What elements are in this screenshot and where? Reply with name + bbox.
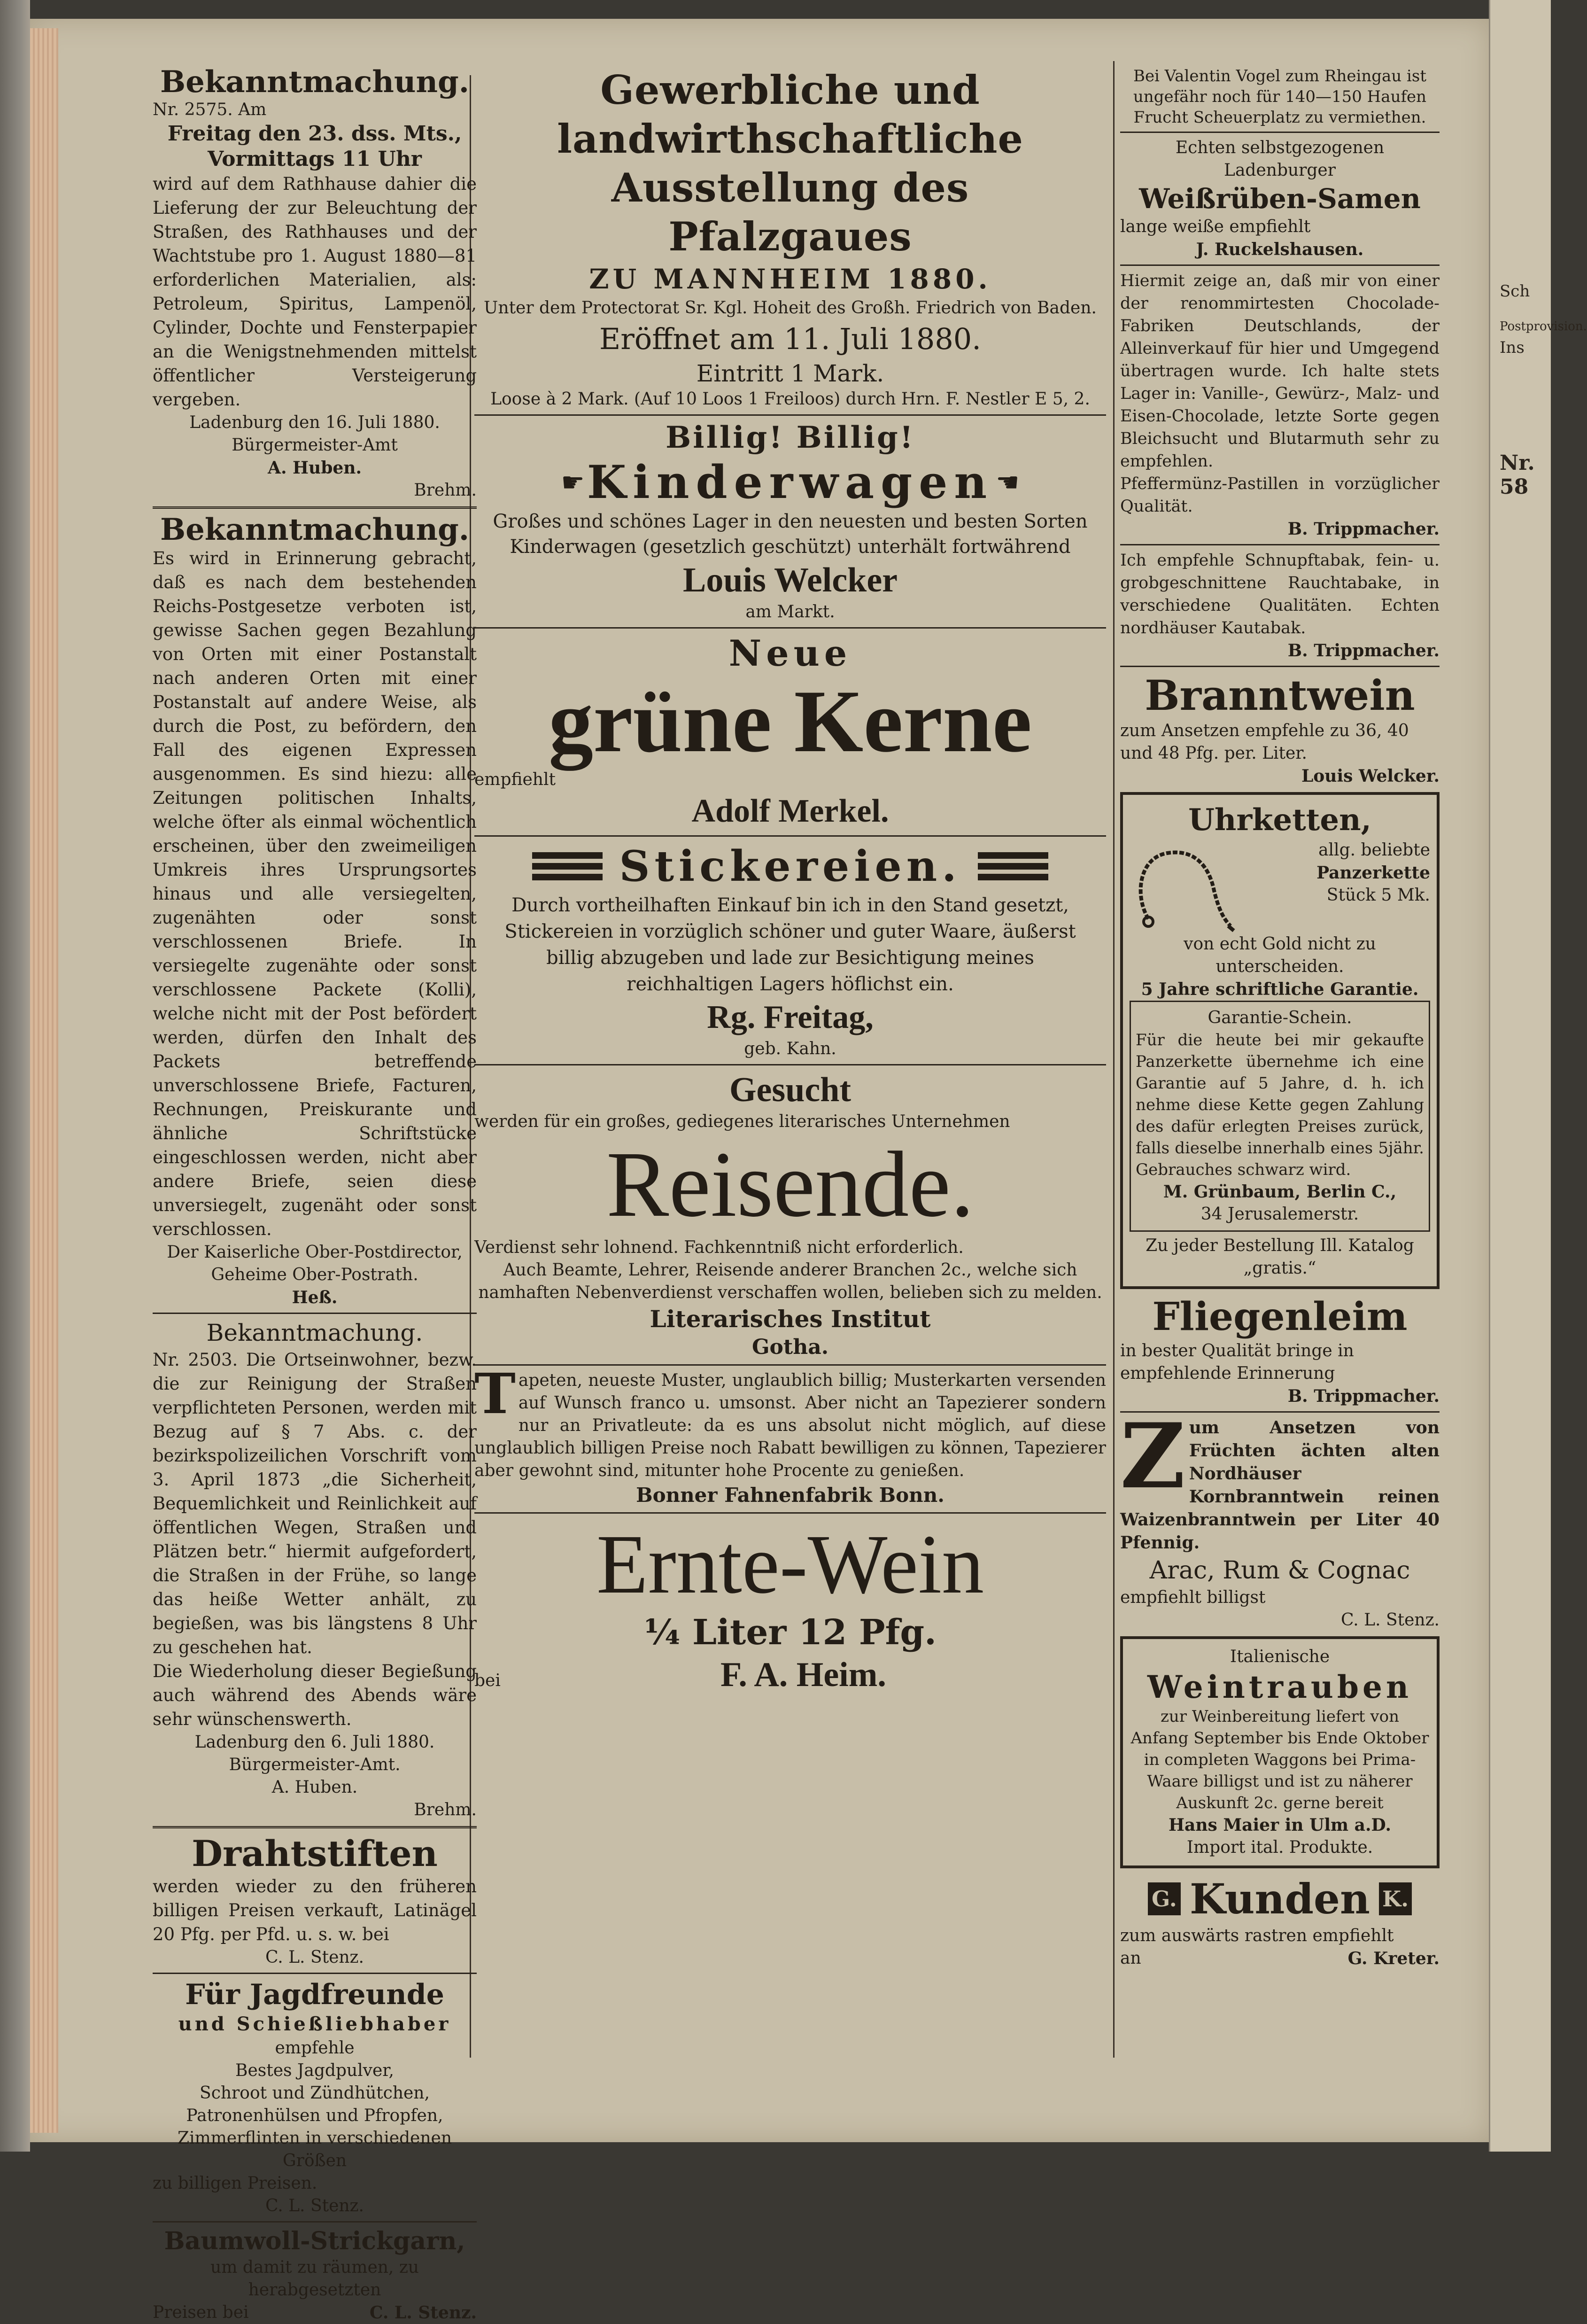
ad-body-2: Auch Beamte, Lehrer, Reisende anderer Branchen 2c., welche sich namhaften Nebenverdienst verschaffen wollen, belieben sich zu melden. [478,1260,1102,1302]
notice-office: Bürgermeister-Amt. [229,1755,401,1774]
notice-post [153,513,477,1309]
ad-label: bei [474,1671,501,1690]
notice-signer: A. Huben. [271,1778,358,1797]
divider [153,1973,477,1974]
ad-label: empfiehlt [474,770,556,789]
divider [474,1064,1106,1065]
page-stack-edge [30,28,58,2133]
ad-body: Durch vortheilhaften Einkauf bin ich in den Stand gesetzt, Stickereien in vorzüglich schöner und guter Waare, äußerst billig abzugeben und lade zur Besichtigung meines reichhaltigen Lagers höflichst ein. [504,894,1076,995]
divider [1120,666,1440,667]
divider [153,1826,477,1828]
ad-footer [153,2301,477,2324]
ad-signer: C. L. Stenz. [369,2303,477,2323]
ad-seller: Rg. Freitag, [707,999,874,1035]
pointing-hand-left-icon: ☚ [996,467,1020,498]
divider [153,1313,477,1314]
ad-firm: Bonner Fahnenfabrik Bonn. [636,1484,944,1507]
ad-item: Zimmerflinten in verschiedenen Größen [177,2129,452,2170]
notice-title: Bekanntmachung. [160,64,470,100]
ad-seller: Louis Welcker. [1301,766,1440,786]
ad-seller: Louis Welcker [682,561,898,599]
ad-catalog: Zu jeder Bestellung Ill. Katalog „gratis.“ [1146,1236,1414,1278]
ad-sub: Import ital. Produkte. [1186,1838,1373,1857]
ad-title-row [1120,1873,1440,1925]
ad-label: Preisen bei [153,2303,249,2322]
ad-body: zum Ansetzen empfehle zu 36, 40 und 48 Pfg. per. Liter. [1120,721,1409,763]
pointing-hand-right-icon: ☛ [561,467,585,498]
ad-lots: Loose à 2 Mark. (Auf 10 Loos 1 Freiloos) durch Hrn. F. Nestler E 5, 2. [490,389,1090,409]
notice-time-line: Vormittags 11 Uhr [207,147,422,171]
ad-seller: B. Trippmacher. [1287,519,1440,539]
notice-office: Bürgermeister-Amt [232,435,398,455]
ad-line-2: Panzerkette [1316,863,1430,883]
ad-body-2: Pfeffermünz-Pastillen in vorzüglicher Qualität. [1120,474,1440,516]
ad-title: Ernte-Wein [596,1517,984,1611]
ad-kinderwagen [474,420,1106,623]
ad-seller: M. Grünbaum, Berlin C., [1163,1182,1397,1202]
ad-body: Hiermit zeige an, daß mir von einer der renommirtesten Chocolade-Fabriken Deutschlands, der Alleinverkauf für hier und Umgegend übertragen wurde. Ich halte stets Lager in: Vanille-, Gewürz-, Malz- und Eisen-Chocolade, letzte Sorte gegen Bleichsucht und Blutarmuth sehr zu empfehlen. [1120,272,1440,471]
ad-initial: T [474,1361,516,1426]
divider [1120,132,1440,133]
ad-branntwein [1120,671,1440,787]
ad-body: apeten, neueste Muster, unglaublich billig; Musterkarten versenden auf Wunsch franco u. umsonst. Aber nicht an Tapezierer sondern nur an Privatleute: da es uns absolut nicht möglich, auf diese unglaublich billigen Preise noch Rabatt bewilligen zu können, Tapezierer aber gewohnt sind, mitunter hohe Procente zu genießen. [474,1371,1106,1480]
divider [1120,264,1440,266]
ad-body-1: Verdienst sehr lohnend. Fachkenntniß nicht erforderlich. [474,1238,964,1257]
ad-pretitle: Neue [728,632,852,674]
ad-body: um damit zu räumen, zu herabgesetzten [210,2258,419,2300]
ad-seller: J. Ruckelshausen. [1196,240,1364,259]
divider [474,1512,1106,1514]
divider [474,835,1106,837]
notice-body: wird auf dem Rathhause dahier die Lieferung der zur Beleuchtung der Straßen, des Rathhauses und der Wachtstube pro 1. August 1880—81 erforderlichen Materialien, als: Petroleum, Spiritus, Lampenöl, Cylinder, Dochte und Fensterpapier an die Wenigstnehmenden mittelst öffentlicher Versteigerung vergeben. [153,174,477,410]
ad-entry: Eintritt 1 Mark. [696,360,884,387]
ad-sub: lange weiße empfiehlt [1120,217,1311,236]
ad-title: Stickereien. [619,841,961,891]
ad-body: um Ansetzen von Früchten ächten alten Nordhäuser Kornbranntwein reinen Waizenbranntwein per Liter 40 Pfennig. [1120,1418,1440,1553]
ad-chocolade [1120,270,1440,540]
ad-tabak [1120,549,1440,662]
bars-ornament-right [978,848,1048,885]
ad-seller: B. Trippmacher. [1287,641,1440,661]
ad-quantity: ¼ Liter 12 Pfg. [644,1612,937,1653]
ad-line-1: allg. beliebte [1318,840,1430,860]
ad-kerne [474,632,1106,832]
ad-firm: Literarisches Institut [650,1305,931,1333]
notice-sign-1: Der Kaiserliche Ober-Postdirector, [167,1243,463,1262]
fragment-text: Sch [1500,282,1530,301]
ad-vogel: Bei Valentin Vogel zum Rheingau ist ungefähr noch für 140—150 Haufen Frucht Scheuerplatz zu vermiethen. [1133,67,1427,127]
ad-born: geb. Kahn. [744,1039,836,1058]
notice-date: Ladenburg den 16. Juli 1880. [189,413,440,432]
ad-body: zum auswärts rastren empfiehlt [1120,1926,1394,1945]
divider [474,627,1106,629]
warranty-card-title: Garantie-Schein. [1208,1008,1352,1027]
chain-necklace-icon [1130,839,1238,933]
ad-title: Weintrauben [1147,1669,1412,1705]
divider [474,414,1106,416]
ad-reisende [474,1069,1106,1360]
notice-body: Es wird in Erinnerung gebracht, daß es nach dem bestehenden Reichs-Postgesetze verboten ist, gewisse Sachen gegen Bezahlung von Orten mit einer Postanstalt nach anderen Orten mit einer Postanstalt auf andere Weise, als durch die Post, zu befördern, den Fall des eigenen Expressen ausgenommen. Es sind hiezu: alle Zeitungen politischen Inhalts, welche öfter als einmal wöchentlich erscheinen, über den zweimeiligen Umkreis ihres Ursprungsortes hinaus und alle versiegelten, zugenähten oder sonst verschlossenen Briefe. In versiegelte zugenähte oder sonst verschlossene Packete (Kolli), welche nicht mit der Post befördert werden, dürfen den Inhalt des Packets betreffende unverschlossene Briefe, Facturen, Rechnungen, Preiskurante und ähnliche Schriftstücke eingeschlossen werden, nicht aber andere Briefe, seien diese unversiegelt, zugenäht oder sonst verschlossen. [153,548,477,1239]
ad-seller: Hans Maier in Ulm a.D. [1169,1815,1391,1835]
ad-uhrketten [1120,792,1440,1289]
ad-seller: C. L. Stenz. [1341,1610,1440,1630]
ad-subtitle: und Schießliebhaber [178,2013,451,2035]
ad-line: werden für ein großes, gediegenes literarisches Unternehmen [474,1112,1010,1131]
ad-item: Patronenhülsen und Pfropfen, [186,2106,443,2125]
ad-line-4: von echt Gold nicht zu unterscheiden. [1184,934,1376,976]
ad-fliegenleim [1120,1294,1440,1407]
ad-title: Baumwoll-Strickgarn, [164,2227,465,2255]
notice-signer: Heß. [292,1288,338,1307]
column-rule-2 [1113,61,1115,2058]
ad-erntewein [474,1517,1106,1696]
ad-body-wrap [1120,1404,1440,1555]
notice-lighting [153,66,477,502]
notice-date: Ladenburg den 6. Juli 1880. [194,1733,435,1752]
warranty-card-body: Für die heute bei mir gekaufte Panzerkette übernehme ich eine Garantie auf 5 Jahre, d. h. ich nehme diese Kette gegen Zahlung des dafür erlegten Preises zurück, falls dieselbe innerhalb eines 5jähr. Gebrauches schwarz wird. [1136,1031,1424,1179]
ad-weintrauben [1120,1636,1440,1868]
ornament-k: K. [1379,1882,1412,1915]
ad-title: Für Jagdfreunde [185,1978,444,2011]
right-column [1120,66,1440,1970]
ad-title: Uhrketten, [1188,802,1371,838]
fragment-text: Postprovision. [1500,319,1587,334]
ad-items: Arac, Rum & Cognac [1149,1556,1410,1585]
ad-kunden [1120,1873,1440,1970]
notice-title: Bekanntmachung. [206,1319,423,1346]
middle-column [474,66,1106,1696]
ad-recommends: empfehle [275,2038,355,2058]
ad-address: 34 Jerusalemerstr. [1200,1205,1359,1224]
ad-title: Weißrüben-Samen [1139,183,1421,215]
ad-slogan: Billig! Billig! [666,420,915,455]
left-column [153,66,477,2324]
ad-seller: G. Kreter. [1347,1949,1440,1968]
ad-title: Drahtstiften [192,1833,438,1874]
ad-tapeten [474,1361,1106,1508]
ad-body: Großes und schönes Lager in den neuesten und besten Sorten Kinderwagen (gesetzlich geschützt) unterhält fortwährend [493,511,1088,558]
ad-item: Schroot und Zündhütchen, [200,2083,430,2103]
ad-title: Branntwein [1145,671,1415,720]
ad-signer: C. L. Stenz. [265,2196,364,2215]
notice-signer: A. Huben. [268,458,362,478]
notice-sign-2: Geheime Ober-Postrath. [211,1265,418,1284]
notice-title: Bekanntmachung. [160,512,470,547]
fragment-text: Ins [1500,338,1525,357]
ad-seller: Adolf Merkel. [691,793,889,829]
ad-title-row [474,456,1106,509]
ad-pretitle: Italienische [1230,1647,1330,1666]
fragment-text: Nr. 58 [1500,451,1535,499]
ad-title: Kinderwagen [587,456,994,509]
ad-drahtstiften [153,1833,477,1969]
divider [153,506,477,509]
divider [1120,544,1440,545]
ad-exhibition [474,66,1106,411]
ad-body-wrap [474,1361,1106,1482]
ad-line-3: Stück 5 Mk. [1326,886,1430,905]
ad-body: zur Weinbereitung liefert von Anfang September bis Ende Oktober in completen Waggons bei Prima-Waare billigst und ist zu näherer Auskunft 2c. gerne bereit [1130,1707,1429,1812]
ad-body: Ich empfehle Schnupftabak, fein- u. grobgeschnittene Rauchtabake, in verschiedene Qualitäten. Echten nordhäuser Kautabak. [1120,551,1440,637]
ad-item: Bestes Jagdpulver, [235,2061,394,2080]
ad-title: grüne Kerne [549,672,1032,771]
ad-city: Gotha. [751,1335,829,1359]
notice-streets [153,1318,477,1821]
ad-tail: zu billigen Preisen. [153,2174,317,2193]
ad-footer [1120,1947,1440,1970]
next-page-fragment [1489,0,1587,2152]
ad-location: am Markt. [745,602,835,622]
ad-seller: F. A. Heim. [720,1656,886,1694]
divider [474,1364,1106,1366]
ad-footer [474,1654,1106,1696]
ad-seller: B. Trippmacher. [1287,1386,1440,1406]
notice-date-line: Freitag den 23. dss. Mts., [167,122,462,146]
ornament-g: G. [1148,1882,1181,1915]
ad-label: empfiehlt billigst [1120,1588,1266,1607]
ad-opening: Eröffnet am 11. Juli 1880. [599,322,981,356]
divider [153,2221,477,2223]
ad-fruechte [1120,1404,1440,1632]
notice-body: Nr. 2503. Die Ortseinwohner, bezw. die zur Reinigung der Straßen verpflichteten Personen, werden mit Bezug auf § 7 Abs. c. der bezirkspolizeilichen Vorschrift vom 3. April 1873 „die Sicherheit, Bequemlichkeit und Reinlichkeit auf öffentlichen Wegen, Straßen und Plätzen betr.“ hiermit aufgefordert, die Straßen in der Frühe, so lange das heiße Wetter anhält, zu begießen, was bis längstens 8 Uhr zu geschehen hat. [153,1350,477,1657]
notice-clerk: Brehm. [414,481,477,500]
ad-title: Fliegenleim [1152,1294,1408,1339]
notice-clerk: Brehm. [414,1800,477,1819]
warranty-card [1130,1001,1430,1232]
ad-title: Reisende. [606,1133,975,1236]
ad-label: an [1120,1949,1141,1968]
ad-body: in bester Qualität bringe in empfehlende Erinnerung [1120,1341,1354,1383]
ad-strickgarn [153,2226,477,2324]
ad-head: Gesucht [729,1071,851,1109]
ad-jagd [153,1978,477,2217]
ad-initial: Z [1120,1404,1185,1508]
scanner-edge [0,0,30,2152]
ad-signer: C. L. Stenz. [265,1948,364,1967]
bars-ornament-left [532,848,603,885]
ad-ruben [1120,137,1440,261]
ad-patron: Unter dem Protectorat Sr. Kgl. Hoheit des Großh. Friedrich von Baden. [484,298,1097,318]
ad-city: ZU MANNHEIM 1880. [589,263,991,295]
notice-body-2: Die Wiederholung dieser Begießung auch während des Abends wäre sehr wünschenswerth. [153,1661,477,1729]
ad-title: Kunden [1189,1874,1370,1923]
ad-title-row [474,840,1106,892]
ad-stickereien [474,840,1106,1060]
ad-warranty: 5 Jahre schriftliche Garantie. [1141,979,1419,999]
ad-title: Gewerbliche und landwirthschaftliche Ausstellung des Pfalzgaues [557,67,1023,260]
ad-pretitle: Echten selbstgezogenen Ladenburger [1175,138,1385,180]
ad-body: werden wieder zu den früheren billigen Preisen verkauft, Latinägel 20 Pfg. per Pfd. u. s. w. bei [153,1876,477,1944]
notice-number: Nr. 2575. Am [153,100,267,119]
